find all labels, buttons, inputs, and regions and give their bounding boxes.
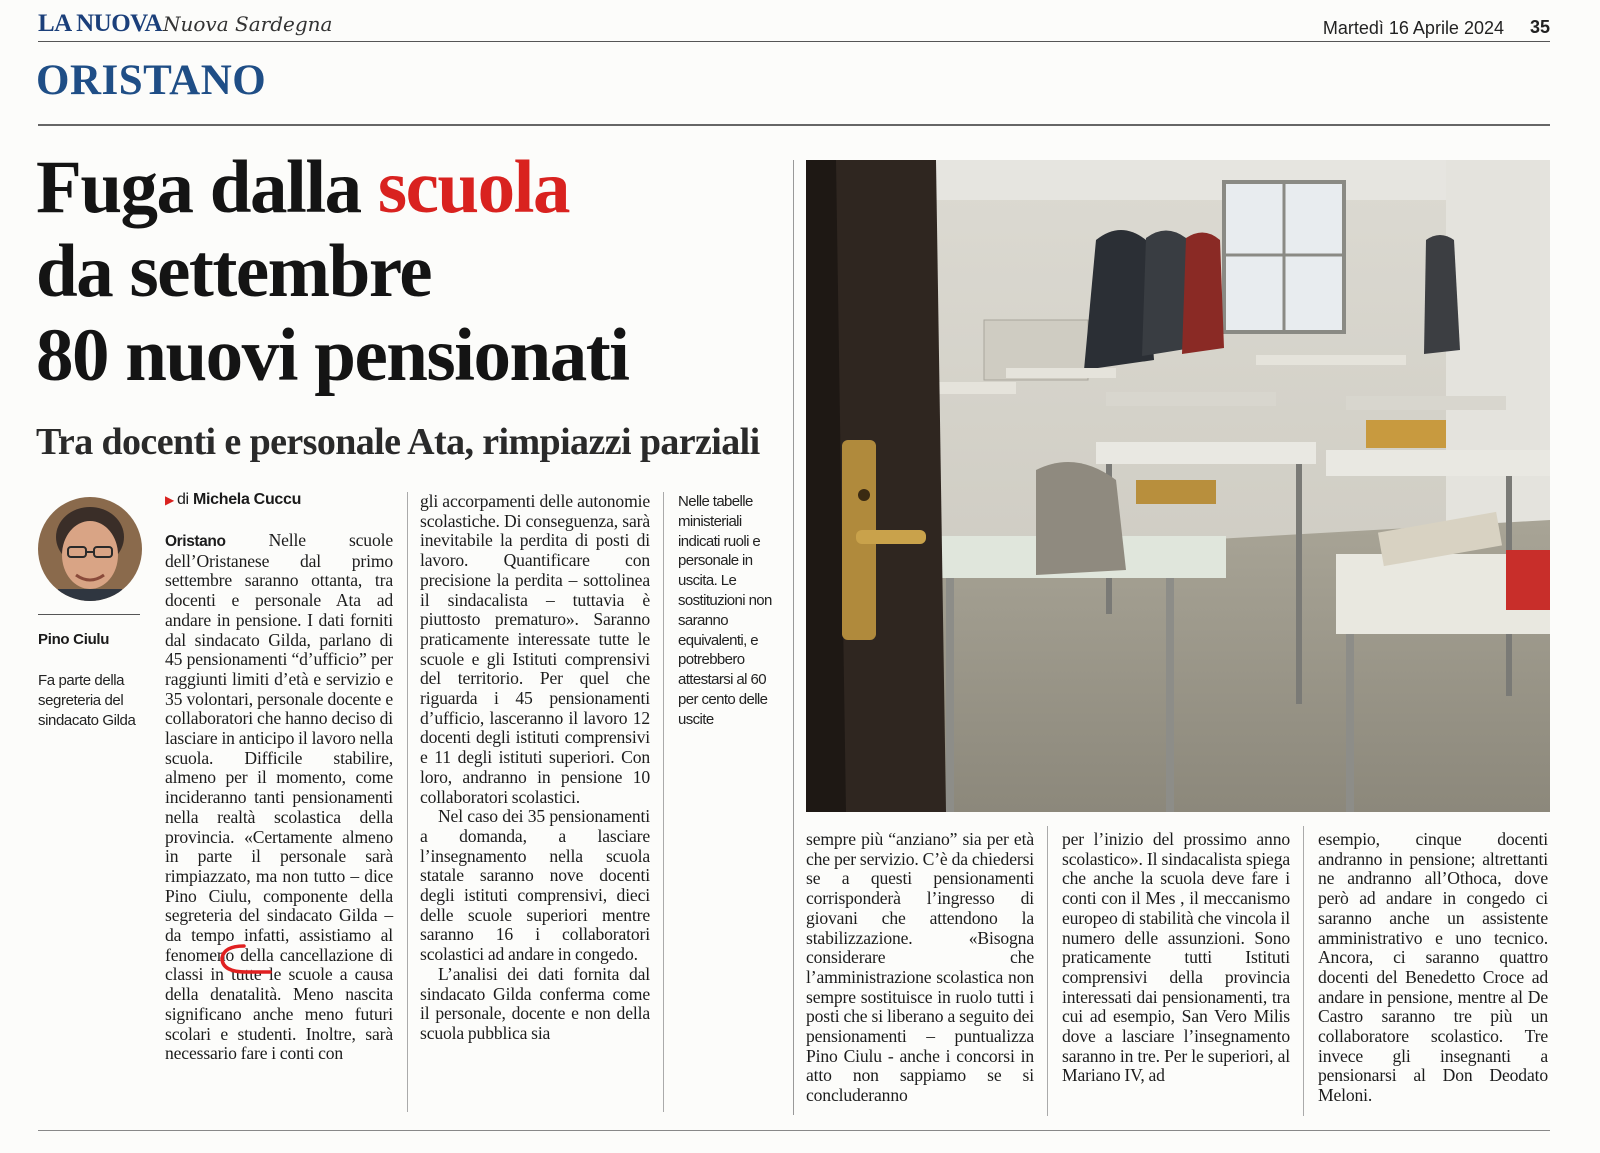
article-column-2: [420, 492, 650, 1044]
article-column-4: [1062, 830, 1290, 1086]
classroom-illustration: [806, 160, 1550, 812]
issue-date: Martedì 16 Aprile 2024: [1322, 18, 1504, 38]
author-role: Fa parte della segreteria del sindacato Gilda: [38, 672, 136, 729]
article-column-5: [1318, 830, 1548, 1106]
headline-line3: 80 nuovi pensionati: [36, 314, 629, 397]
photo-divider: [793, 160, 794, 1115]
portrait-illustration: [38, 497, 142, 601]
article-column-1: [165, 531, 393, 1064]
dateline: Oristano: [165, 533, 226, 550]
author-name: Pino Ciulu: [38, 631, 110, 648]
column-divider: [1303, 826, 1304, 1116]
triangle-right-icon: ▶: [165, 493, 174, 507]
byline-prefix: di: [176, 491, 189, 508]
newspaper-logo-script: Nuova Sardegna: [163, 12, 333, 36]
article-paragraph: per l’inizio del prossimo anno scolastico». Il sindacalista spiega che anche la scuola deve fare i conti con il Mes , il meccanismo europeo di stabilità che vincola il numero delle assunzioni. Sono praticamente tutti Istituti comprensivi della provincia interessati dai pensionamenti, tra cui ad esempio, San Vero Milis dove a lasciare l’insegnamento saranno in tre. Per le superiori, al Mariano IV, ad: [1062, 829, 1290, 1086]
article-paragraph: gli accorpamenti delle autonomie scolastiche. Di conseguenza, sarà inevitabile la perdita di posti di lavoro. Quantificare con precisione la perdita – sottolinea il sindacalista – tuttavia è piuttosto prematuro». Saranno praticamente interessate tutte le scuole e gli Istituti comprensivi del territorio. Per quel che riguarda i 45 pensionamenti d’ufficio, lasceranno il lavoro 12 docenti degli istituti comprensivi e 11 degli istituti superiori. Con loro, andranno in pensione 10 collaboratori scolastici.: [420, 491, 650, 807]
masthead: [38, 8, 1550, 42]
page-bottom-rule: [38, 1130, 1550, 1131]
section-title: ORISTANO: [36, 57, 267, 104]
article-paragraph: [165, 531, 393, 1064]
article-headline: [36, 146, 786, 398]
annotation-bracket-icon: [214, 942, 274, 976]
article-paragraph: sempre più “anziano” sia per età che per servizio. C’è da chiedersi se a questi pensionamenti corrisponderà l’ingresso di giovani che attendono la stabilizzazione. «Bisogna considerare che l’amministrazione scolastica non sempre sostituisce in ruolo tutti i posti che si liberano a seguito dei pensionamenti – puntualizza Pino Ciulu - anche i concorsi in atto non sappiamo se si concluderanno: [806, 829, 1034, 1106]
article-paragraph: esempio, cinque docenti andranno in pensione; altrettanti ne andranno all’Othoca, dove però ad andare in congedo ci saranno anche un assistente amministrativo e uno tecnico. Ancora, ci saranno quattro docenti del Benedetto Croce ad andare in pensione, mentre al De Castro saranno tre più un collaboratore scolastico. Tre invece gli insegnanti a pensionarsi al Don Deodato Meloni.: [1318, 829, 1548, 1106]
headline-line2: da settembre: [36, 230, 432, 313]
author-portrait-icon: [38, 497, 142, 601]
headline-highlight: scuola: [377, 146, 569, 229]
author-divider: [38, 614, 140, 615]
sidebar-note: Nelle tabelle ministeriali indicati ruoli e personale in uscita. Le sostituzioni non saranno equivalenti, e potrebbero attestarsi al 60 per cento delle uscite: [678, 493, 772, 728]
byline: [165, 491, 301, 509]
headline-part1: Fuga dalla: [36, 146, 378, 229]
article-subheadline: Tra docenti e personale Ata, rimpiazzi parziali: [36, 421, 760, 463]
paragraph-text: Nelle scuole dell’Oristanese dal primo settembre saranno ottanta, tra docenti e personale Ata ad andare in pensione. I dati forniti dal sindacato Gilda, parlano di 45 pensionamenti “d’ufficio” per raggiunti limiti d’età e servizio e 35 volontari, personale docente e collaboratori che hanno deciso di lasciare in anticipo il lavoro nella scuola. Difficile stabilire, almeno per il momento, come incideranno tanti pensionamenti nella realtà scolastica della provincia. «Certamente almeno in parte il personale sarà rimpiazzato, ma non tutto – dice Pino Ciulu, componente della segreteria del sindacato Gilda – da tempo infatti, assistiamo al fenomeno della cancellazione di classi in tutte le scuole a causa della denatalità. Meno nascita significano anche meno futuri scolari e studenti. Inoltre, sarà necessario fare i conti con: [165, 530, 393, 1064]
column-divider: [663, 492, 664, 1112]
column-divider: [1047, 826, 1048, 1116]
article-paragraph: L’analisi dei dati fornita dal sindacato Gilda conferma come il personale, docente e non della scuola pubblica sia: [420, 963, 650, 1043]
byline-author: Michela Cuccu: [192, 491, 302, 508]
newspaper-logo: LA NUOVA: [38, 10, 163, 37]
column-divider: [407, 492, 408, 1112]
page-number: 35: [1529, 17, 1550, 37]
classroom-photo: [806, 160, 1550, 812]
article-column-3: [806, 830, 1034, 1106]
section-divider: [38, 124, 1550, 126]
article-paragraph: Nel caso dei 35 pensionamenti a domanda, a lasciare l’insegnamento nella scuola statale saranno nove docenti degli istituti comprensivi, dieci delle scuole superiori mentre saranno 16 i collaboratori scolastici ad andare in congedo.: [420, 806, 650, 965]
